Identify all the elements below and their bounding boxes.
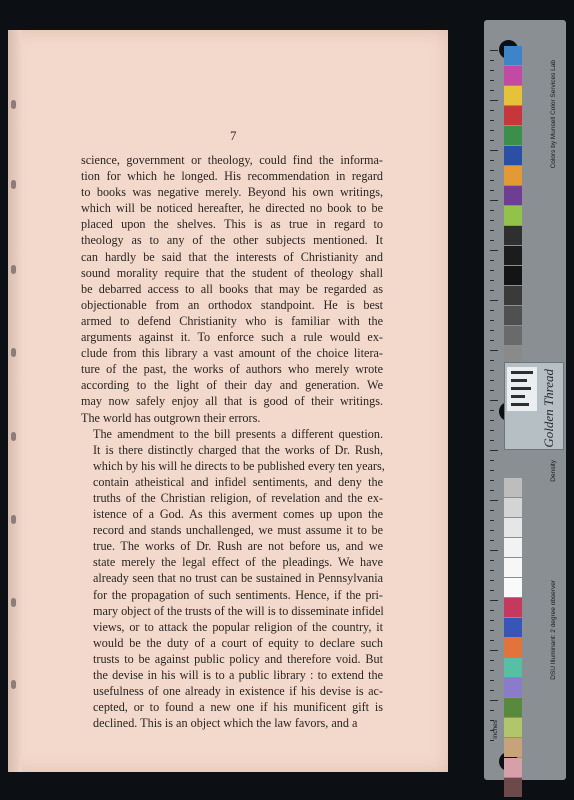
- text-line: be debarred access to all books that may be regarded as: [81, 281, 383, 296]
- color-swatch: [504, 266, 522, 285]
- ruler-tick: [490, 740, 494, 741]
- ruler-tick: [490, 550, 498, 551]
- binding-hole: [11, 180, 16, 189]
- text-line: The world has outgrown their errors.: [81, 410, 261, 425]
- ruler-tick: [490, 420, 494, 421]
- color-swatch: [504, 246, 522, 265]
- inch-ruler: [490, 50, 500, 750]
- ruler-tick: [490, 460, 494, 461]
- color-swatch: [504, 326, 522, 345]
- color-swatch: [504, 126, 522, 145]
- text-line: tion for which he longed. His recommendation in regard: [81, 169, 383, 184]
- text-line: would be the duty of a court of equity to declare such: [93, 635, 383, 650]
- brand-label: Colors by Munsell Color Services Lab: [550, 60, 557, 169]
- ruler-tick: [490, 560, 494, 561]
- ruler-tick: [490, 160, 494, 161]
- text-line: The amendment to the bill presents a different question.: [93, 426, 383, 441]
- color-swatch: [504, 146, 522, 165]
- card-bar: [511, 403, 529, 406]
- ruler-tick: [490, 190, 494, 191]
- density-label: Density: [550, 460, 557, 482]
- color-swatch: [504, 758, 522, 777]
- paragraph: [81, 152, 383, 426]
- color-swatch: [504, 678, 522, 697]
- ruler-tick: [490, 230, 494, 231]
- text-line: armed to defend Christianity who is familiar with the: [81, 313, 383, 328]
- ruler-tick: [490, 500, 498, 501]
- ruler-tick: [490, 600, 498, 601]
- color-swatch: [504, 46, 522, 65]
- ruler-tick: [490, 450, 498, 451]
- text-line: placed upon the shelves. This is as true in regard to: [81, 217, 383, 232]
- color-swatch: [504, 778, 522, 797]
- binding-hole: [11, 515, 16, 524]
- text-line: according to the light of their day and generation. We: [81, 378, 383, 393]
- ruler-tick: [490, 130, 494, 131]
- color-swatch: [504, 518, 522, 537]
- ruler-tick: [490, 390, 494, 391]
- text-line: views, or to attack the popular religion of the country, it: [93, 619, 383, 634]
- color-swatch: [504, 306, 522, 325]
- color-swatch: [504, 106, 522, 125]
- gray-card: [507, 367, 537, 411]
- ruler-tick: [490, 240, 494, 241]
- ruler-tick: [490, 480, 494, 481]
- color-swatch: [504, 638, 522, 657]
- binding-hole: [11, 265, 16, 274]
- ruler-tick: [490, 310, 494, 311]
- ruler-tick: [490, 530, 494, 531]
- ruler-tick: [490, 490, 494, 491]
- ruler-tick: [490, 660, 494, 661]
- ruler-tick: [490, 140, 494, 141]
- color-swatch: [504, 186, 522, 205]
- ruler-tick: [490, 370, 494, 371]
- ruler-tick: [490, 430, 494, 431]
- ruler-tick: [490, 650, 498, 651]
- ruler-tick: [490, 300, 498, 301]
- color-swatch: [504, 538, 522, 557]
- color-swatch: [504, 658, 522, 677]
- text-line: arguments against it. To enforce such a rule would ex-: [81, 330, 383, 345]
- color-swatch: [504, 86, 522, 105]
- ruler-tick: [490, 400, 498, 401]
- ruler-tick: [490, 610, 494, 611]
- color-swatch: [504, 498, 522, 517]
- ruler-tick: [490, 510, 494, 511]
- ruler-tick: [490, 80, 494, 81]
- golden-thread-card: [504, 362, 564, 450]
- ruler-tick: [490, 350, 498, 351]
- color-swatch: [504, 206, 522, 225]
- ruler-tick: [490, 320, 494, 321]
- color-swatch: [504, 166, 522, 185]
- color-swatch: [504, 698, 522, 717]
- text-line: contain atheistical and infidel sentiments, and deny the: [93, 474, 383, 489]
- text-line: trusts to be against public policy and therefore void. But: [93, 651, 383, 666]
- text-line: usefulness of one already in existence if his devise is ac-: [93, 684, 383, 699]
- text-line: cepted, or to found a new one if his munificent gift is: [93, 700, 383, 715]
- page-binding: [8, 30, 22, 772]
- ruler-tick: [490, 680, 494, 681]
- ruler-tick: [490, 710, 494, 711]
- ruler-tick: [490, 270, 494, 271]
- text-line: theology as to any of the other subjects mentioned. It: [81, 233, 383, 248]
- ruler-tick: [490, 220, 494, 221]
- ruler-tick: [490, 640, 494, 641]
- text-line: for the propagation of such sentiments. Hence, if the pri-: [93, 587, 383, 602]
- text-line: which will be noticed hereafter, he directed no book to be: [81, 201, 383, 216]
- ruler-tick: [490, 690, 494, 691]
- card-bar: [511, 379, 527, 382]
- ruler-tick: [490, 410, 494, 411]
- book-page: [8, 30, 448, 772]
- ruler-tick: [490, 120, 494, 121]
- ruler-tick: [490, 110, 494, 111]
- card-bar: [511, 371, 533, 374]
- binding-hole: [11, 432, 16, 441]
- text-line: to books was negative merely. Beyond his own writings,: [81, 185, 383, 200]
- ruler-tick: [490, 570, 494, 571]
- binding-hole: [11, 348, 16, 357]
- text-line: science, government or theology, could find the informa-: [81, 153, 383, 167]
- page-number: 7: [230, 128, 237, 143]
- ruler-tick: [490, 700, 498, 701]
- ruler-tick: [490, 630, 494, 631]
- ruler-tick: [490, 60, 494, 61]
- text-line: It is there distinctly charged that the works of Dr. Rush,: [93, 442, 383, 457]
- ruler-tick: [490, 180, 494, 181]
- ruler-tick: [490, 670, 494, 671]
- ruler-tick: [490, 90, 494, 91]
- ruler-tick: [490, 440, 494, 441]
- ruler-tick: [490, 620, 494, 621]
- ruler-tick: [490, 100, 498, 101]
- ruler-tick: [490, 520, 494, 521]
- ruler-tick: [490, 210, 494, 211]
- card-bar: [511, 395, 525, 398]
- paragraph: [81, 426, 383, 732]
- ruler-tick: [490, 250, 498, 251]
- binding-hole: [11, 598, 16, 607]
- color-swatch: [504, 618, 522, 637]
- color-swatch: [504, 478, 522, 497]
- ruler-tick: [490, 260, 494, 261]
- text-line: truths of the Christian religion, of revelation and the ex-: [93, 490, 383, 505]
- ruler-tick: [490, 150, 498, 151]
- ruler-tick: [490, 360, 494, 361]
- text-line: state merely the legal effect of the pleadings. We have: [93, 555, 383, 570]
- body-text: [81, 152, 383, 731]
- text-line: can hardly be said that the interests of Christianity and: [81, 249, 383, 264]
- ruler-tick: [490, 470, 494, 471]
- card-bar: [511, 387, 531, 390]
- color-swatch: [504, 578, 522, 597]
- binding-hole: [11, 100, 16, 109]
- ruler-tick: [490, 50, 498, 51]
- text-line: true. The works of Dr. Rush are not before us, and we: [93, 539, 383, 554]
- color-target: [484, 20, 566, 780]
- color-swatch: [504, 286, 522, 305]
- ruler-tick: [490, 590, 494, 591]
- color-swatch: [504, 718, 522, 737]
- text-line: mary object of the trusts of the will is to disseminate infidel: [93, 603, 384, 618]
- text-line: sound morality require that the student of theology shall: [81, 265, 383, 280]
- text-line: already seen that no trust can be sustained in Pennsylvania: [93, 571, 383, 586]
- binding-hole: [11, 680, 16, 689]
- text-line: which by his will he directs to be published every ten years,: [93, 458, 385, 473]
- text-line: ture of the past, the works of authors who merely wrote: [81, 362, 383, 377]
- color-swatch: [504, 558, 522, 577]
- text-line: declined. This is an object which the law favors, and a: [93, 716, 358, 731]
- color-swatch: [504, 226, 522, 245]
- inches-label: inches: [492, 720, 499, 739]
- text-line: clude from this library a vast amount of the choice litera-: [81, 346, 383, 361]
- color-swatch: [504, 738, 522, 757]
- ruler-tick: [490, 290, 494, 291]
- ruler-tick: [490, 200, 498, 201]
- ruler-tick: [490, 580, 494, 581]
- color-swatch: [504, 66, 522, 85]
- ruler-tick: [490, 70, 494, 71]
- ruler-tick: [490, 340, 494, 341]
- text-line: the devise in his will is to a public library : to extend the: [93, 668, 383, 682]
- ruler-tick: [490, 280, 494, 281]
- text-line: may now safely enjoy all that is good of their writings.: [81, 394, 383, 409]
- observer-label: DSU Illuminant: 2 degree observer: [550, 580, 557, 680]
- golden-thread-logo: Golden Thread: [541, 369, 556, 448]
- ruler-tick: [490, 540, 494, 541]
- ruler-tick: [490, 170, 494, 171]
- text-line: istence of a God. As this averment comes up upon the: [93, 507, 383, 522]
- color-swatch: [504, 598, 522, 617]
- ruler-tick: [490, 380, 494, 381]
- ruler-tick: [490, 330, 494, 331]
- text-line: record and stands unchallenged, we must assume it to be: [93, 523, 383, 538]
- text-line: objectionable from an orthodox standpoint. He is best: [81, 297, 383, 312]
